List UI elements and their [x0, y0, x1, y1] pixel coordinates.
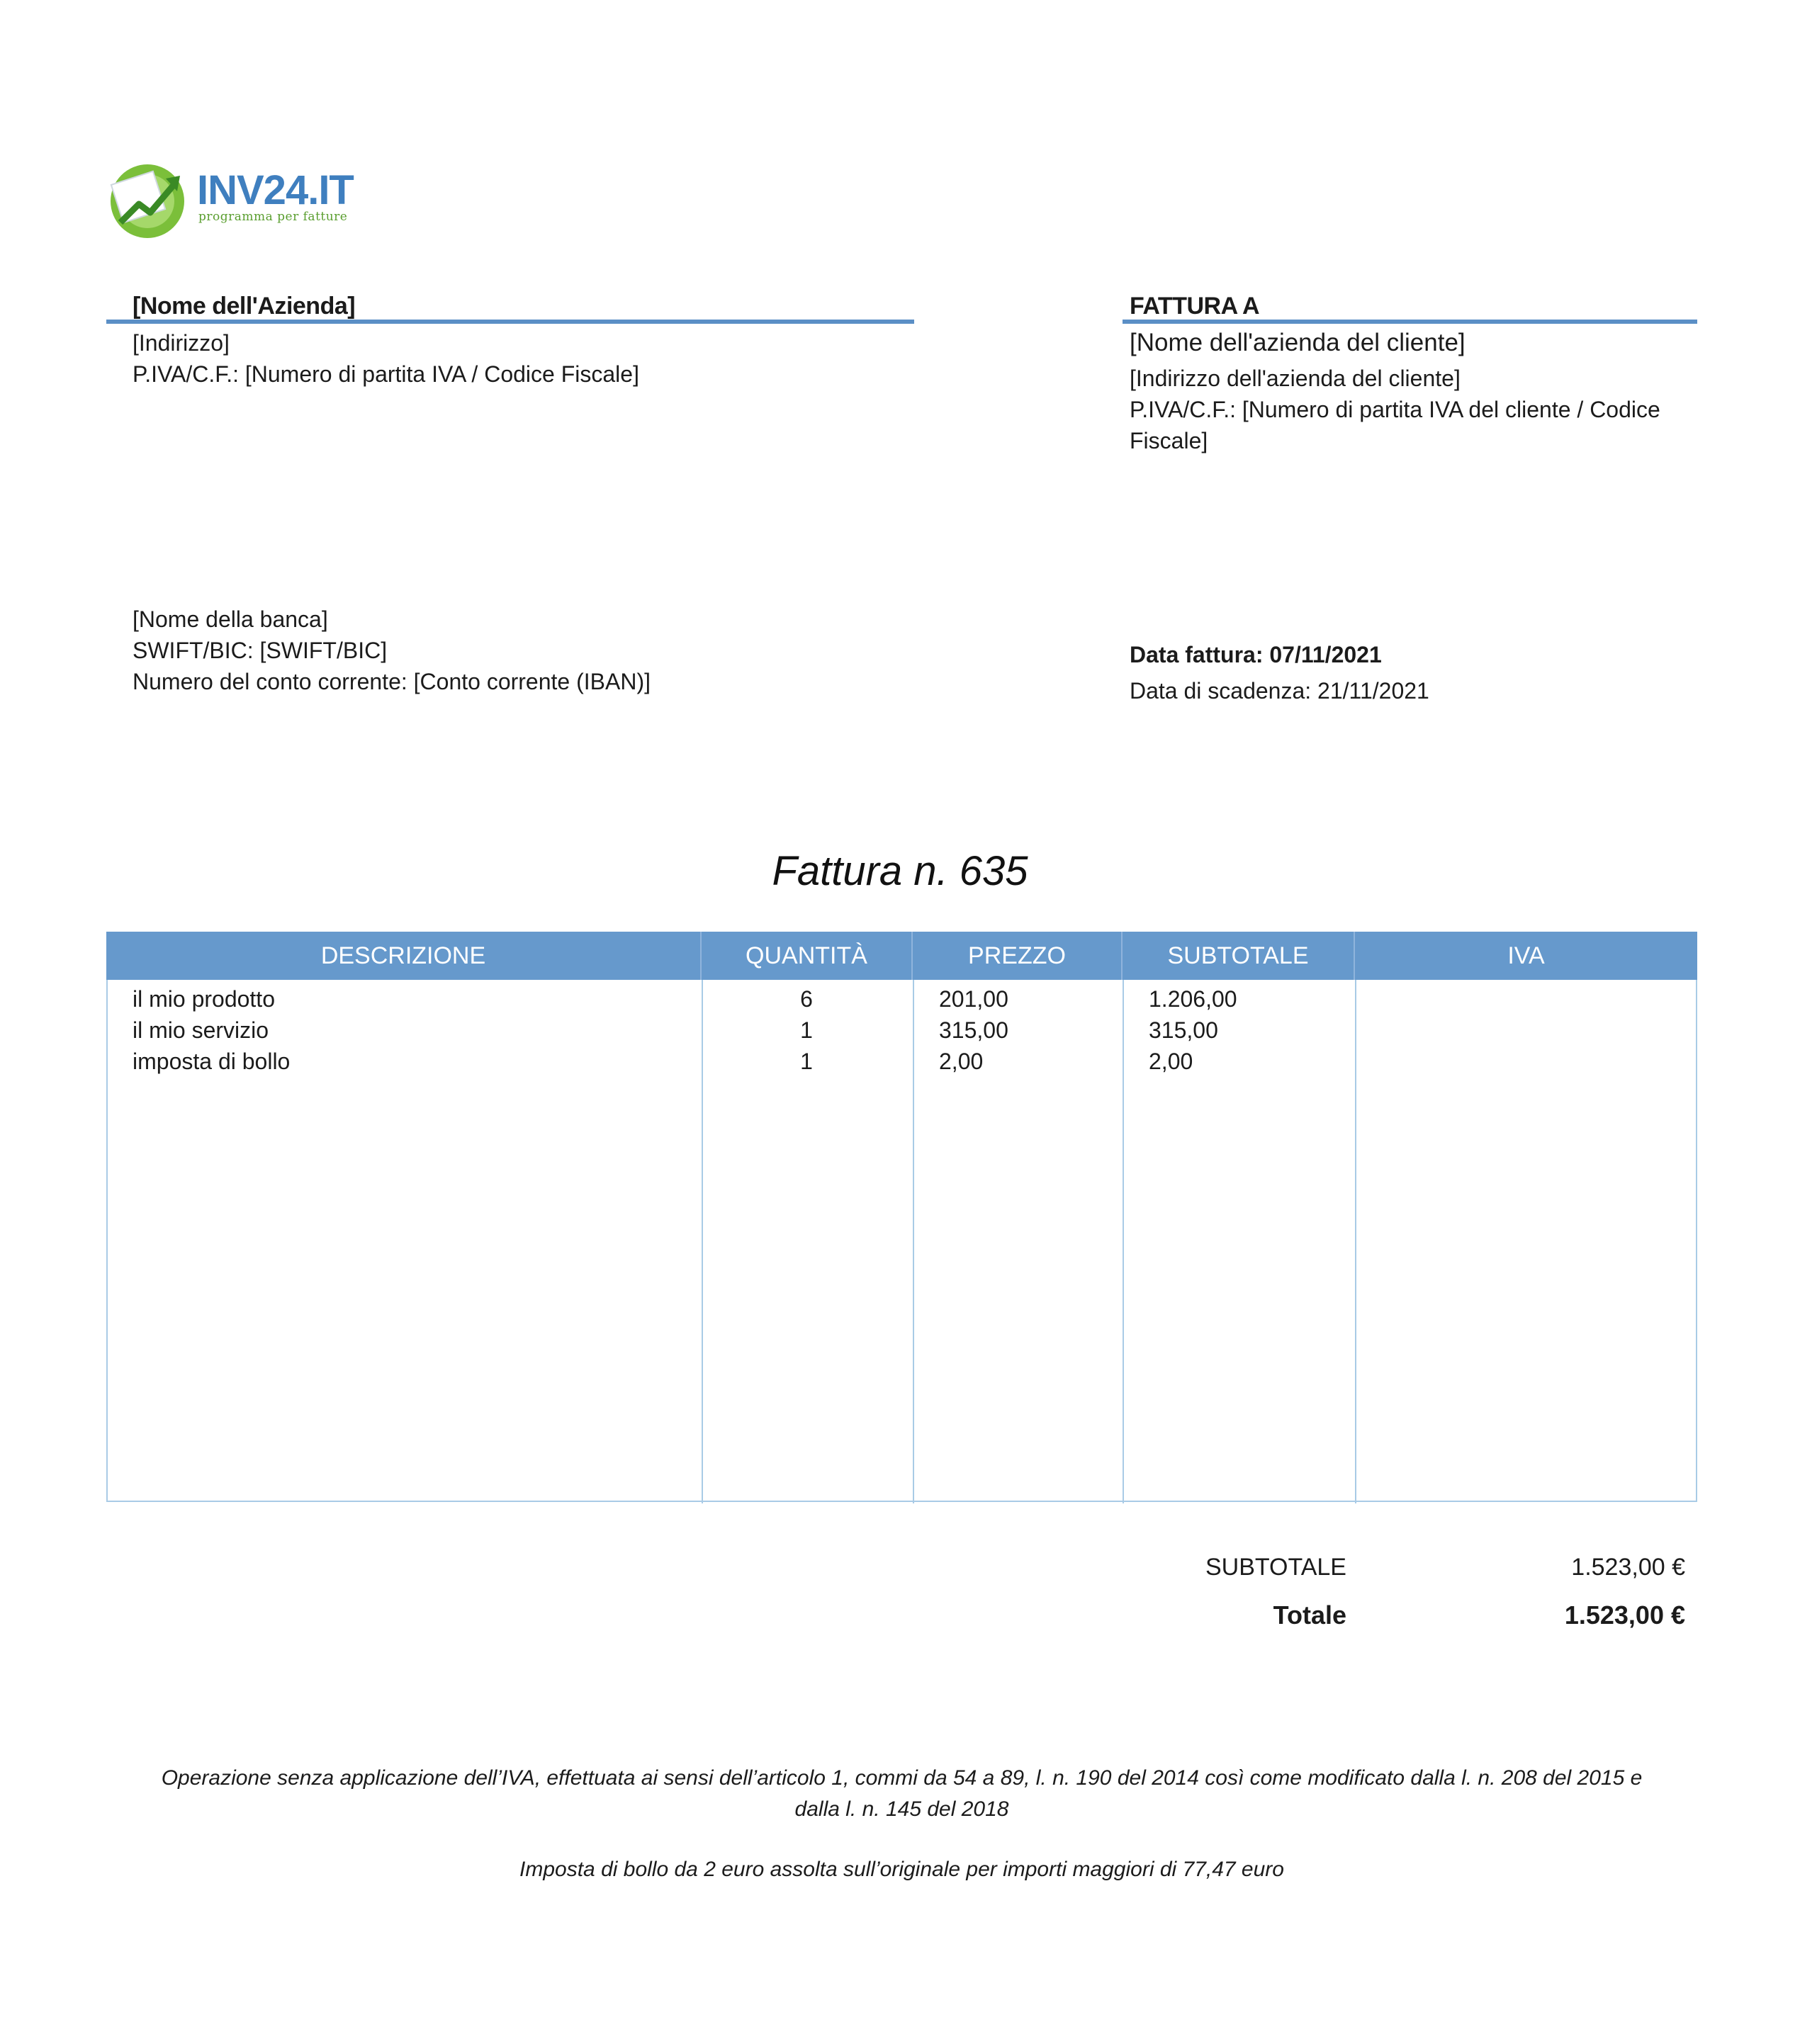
client-vat-continued: Fiscale] — [1130, 428, 1208, 453]
header-divider — [700, 932, 702, 980]
row-quantity: 1 — [800, 1049, 813, 1074]
header-divider — [1121, 932, 1123, 980]
due-date: Data di scadenza: 21/11/2021 — [1130, 678, 1429, 704]
vat-exemption-note-continued: dalla l. n. 145 del 2018 — [794, 1797, 1009, 1821]
client-heading: FATTURA A — [1130, 293, 1260, 320]
seller-heading: [Nome dell'Azienda] — [133, 293, 356, 320]
bank-account: Numero del conto corrente: [Conto corrente (IBAN)] — [133, 669, 651, 694]
header-description: DESCRIZIONE — [320, 942, 486, 969]
header-subtotal: SUBTOTALE — [1167, 942, 1309, 969]
header-divider — [911, 932, 913, 980]
row-description: il mio prodotto — [133, 986, 275, 1012]
subtotal-label: SUBTOTALE — [1205, 1554, 1346, 1581]
table-row — [106, 983, 1697, 1015]
logo-graphic-icon — [106, 157, 191, 242]
stamp-duty-note: Imposta di bollo da 2 euro assolta sull’originale per importi maggiori di 77,47 euro — [519, 1858, 1284, 1881]
seller-address: [Indirizzo] — [133, 330, 230, 356]
client-address: [Indirizzo dell'azienda del cliente] — [1130, 366, 1461, 391]
row-price: 201,00 — [939, 986, 1008, 1012]
row-subtotal: 2,00 — [1149, 1049, 1193, 1074]
row-description: il mio servizio — [133, 1017, 269, 1043]
row-subtotal: 1.206,00 — [1149, 986, 1237, 1012]
invoice-date: Data fattura: 07/11/2021 — [1130, 642, 1382, 667]
total-value: 1.523,00 € — [1564, 1600, 1685, 1630]
total-label: Totale — [1273, 1600, 1346, 1630]
bank-name: [Nome della banca] — [133, 606, 328, 632]
header-price: PREZZO — [968, 942, 1066, 969]
logo-wordmark: INV24.IT — [197, 167, 354, 213]
seller-vat: P.IVA/C.F.: [Numero di partita IVA / Codice Fiscale] — [133, 361, 639, 387]
table-row — [106, 1015, 1697, 1046]
table-row — [106, 1046, 1697, 1077]
bank-swift: SWIFT/BIC: [SWIFT/BIC] — [133, 638, 388, 663]
logo-tagline: programma per fatture — [198, 210, 348, 224]
header-iva: IVA — [1507, 942, 1545, 969]
row-price: 2,00 — [939, 1049, 984, 1074]
client-name: [Nome dell'azienda del cliente] — [1130, 329, 1466, 356]
invoice-title: Fattura n. 635 — [772, 848, 1028, 894]
client-rule — [1123, 320, 1697, 324]
seller-rule — [106, 320, 914, 324]
client-vat: P.IVA/C.F.: [Numero di partita IVA del cliente / Codice — [1130, 397, 1660, 422]
row-description: imposta di bollo — [133, 1049, 291, 1074]
row-quantity: 1 — [800, 1017, 813, 1043]
subtotal-value: 1.523,00 € — [1571, 1554, 1685, 1581]
vat-exemption-note: Operazione senza applicazione dell’IVA, effettuata ai sensi dell’articolo 1, commi da 54 a 89, l. n. 190 del 2014 così come modificato dalla l. n. 208 del 2015 e — [161, 1766, 1643, 1790]
header-quantity: QUANTITÀ — [746, 942, 867, 969]
row-subtotal: 315,00 — [1149, 1017, 1218, 1043]
row-price: 315,00 — [939, 1017, 1008, 1043]
table-header — [106, 932, 1697, 980]
header-divider — [1354, 932, 1355, 980]
row-quantity: 6 — [800, 986, 813, 1012]
